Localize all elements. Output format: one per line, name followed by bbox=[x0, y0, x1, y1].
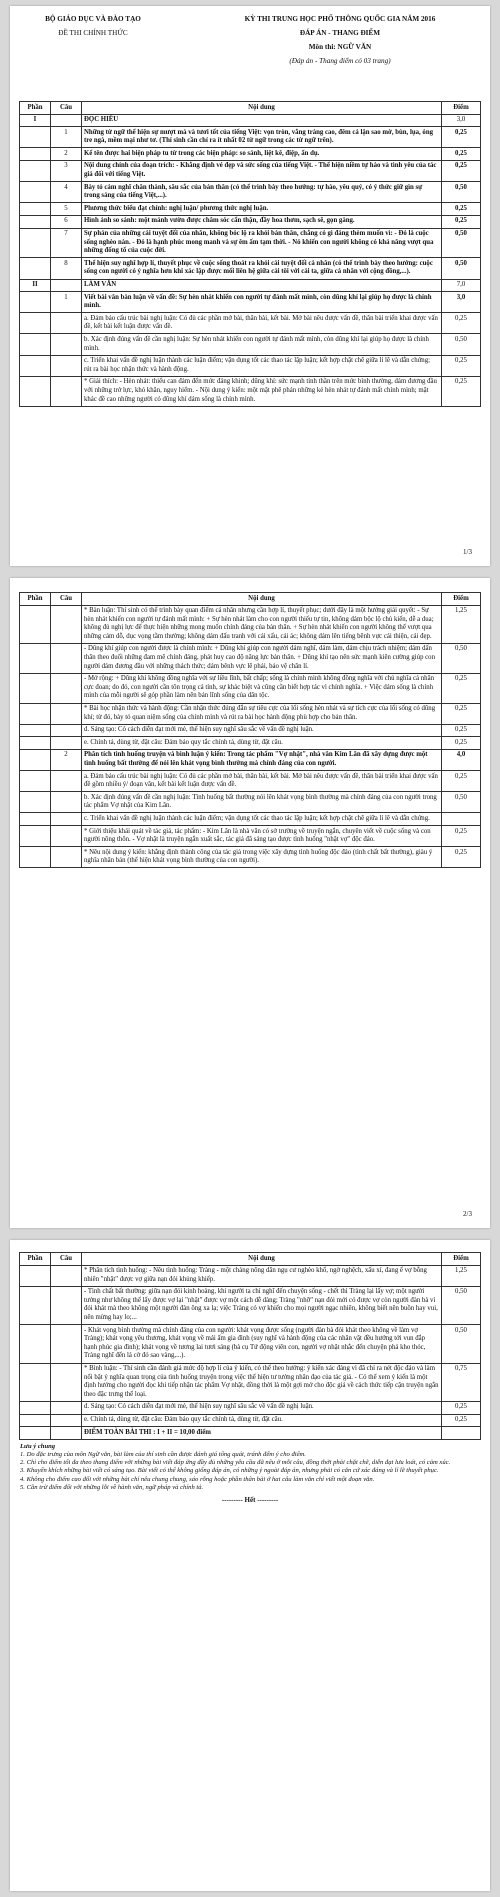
cell-score: 0,25 bbox=[442, 724, 481, 737]
cell-content: * Bình luận: - Thí sinh cần đánh giá mức độ hợp lí của ý kiến, có thể theo hướng: ý kiến xác đáng vì đã chỉ ra nét độc đáo và làm nổi bật ý nghĩa quan trọng của tình huống truyện trong việc thể hiện tư tưởng nhân đạo của tác giả. - Có thể xem ý kiến là một định hướng cho người đọc khi tiếp nhận tác phẩm Vợ nhặt, đồng thời là một gợi mở cho độc giả về cách thức tiếp cận truyện ngắn theo đặc trưng thể loại. bbox=[82, 1363, 442, 1401]
cell-score: 0,75 bbox=[442, 1363, 481, 1401]
table-row bbox=[20, 1401, 481, 1414]
cell-part bbox=[20, 355, 51, 376]
cell-score: 0,25 bbox=[442, 313, 481, 334]
cell-content: Viết bài văn bàn luận về vấn đề: Sự hèn nhát khiến con người tự đánh mất mình, còn dũng khí lại giúp họ được là chính mình. bbox=[82, 292, 442, 313]
cell-score: 0,25 bbox=[442, 355, 481, 376]
cell-part bbox=[20, 771, 51, 792]
note-item: 4. Không cho điểm cao đối với những bài chỉ nêu chung chung, sáo rỗng hoặc phần thân bài ở hai câu làm văn chỉ viết một đoạn văn. bbox=[20, 1475, 375, 1483]
table-row bbox=[20, 792, 481, 813]
cell-part bbox=[20, 148, 51, 161]
cell-question bbox=[51, 355, 82, 376]
cell-score: 0,25 bbox=[442, 847, 481, 868]
page-2 bbox=[10, 578, 490, 1228]
cell-score: 0,25 bbox=[442, 737, 481, 750]
cell-part bbox=[20, 1363, 51, 1401]
cell-content: Nội dung chính của đoạn trích: - Khẳng định vẻ đẹp và sức sống của tiếng Việt. - Thể hiện niềm tự hào và tình yêu của tác giả đối với tiếng Việt. bbox=[82, 160, 442, 181]
table-row bbox=[20, 737, 481, 750]
table-row bbox=[20, 1427, 481, 1440]
cell-part bbox=[20, 643, 51, 673]
page-1 bbox=[10, 6, 490, 566]
col-score: Điểm bbox=[442, 593, 481, 606]
cell-question: 5 bbox=[51, 203, 82, 216]
cell-question bbox=[51, 643, 82, 673]
cell-score: 1,25 bbox=[442, 605, 481, 643]
cell-score: 0,50 bbox=[442, 792, 481, 813]
answer-table bbox=[19, 592, 481, 868]
col-part: Phần bbox=[20, 593, 51, 606]
table-row bbox=[20, 182, 481, 203]
cell-part bbox=[20, 203, 51, 216]
cell-part bbox=[20, 724, 51, 737]
cell-score: 0,25 bbox=[442, 826, 481, 847]
table-row bbox=[20, 724, 481, 737]
cell-part bbox=[20, 1286, 51, 1324]
table-row bbox=[20, 279, 481, 292]
cell-score: 0,25 bbox=[442, 160, 481, 181]
cell-content: Kể tên được hai biện pháp tu từ trong các biện pháp: so sánh, liệt kê, điệp, ẩn dụ. bbox=[82, 148, 442, 161]
table-row bbox=[20, 1325, 481, 1363]
answer-table bbox=[19, 101, 481, 407]
cell-question bbox=[51, 813, 82, 826]
cell-content: Thể hiện suy nghĩ hợp lí, thuyết phục về cuộc sống thoát ra khỏi cái tuyệt đối cá nhân (có thể trình bày theo hướng: cuộc sống con người có ý nghĩa hơn khi xác lập được mối liên hệ giữa cái tôi với cái ta, giữa cá nhân với cộng đồng,...). bbox=[82, 258, 442, 279]
cell-part bbox=[20, 182, 51, 203]
cell-content: a. Đảm bảo cấu trúc bài nghị luận: Có đủ các phần mở bài, thân bài, kết bài. Mở bài nêu được vấn đề, thân bài triển khai được vấn đề gồm nhiều ý/ đoạn văn, kết bài kết luận được vấn đề. bbox=[82, 771, 442, 792]
cell-content: Bày tỏ cảm nghĩ chân thành, sâu sắc của bản thân (có thể trình bày theo hướng: tự hào, yêu quý, có ý thức giữ gìn sự trong sáng của tiếng Việt,...). bbox=[82, 182, 442, 203]
cell-score: 0,25 bbox=[442, 1414, 481, 1427]
cell-part bbox=[20, 1325, 51, 1363]
cell-content: * Bàn luận: Thí sinh có thể trình bày quan điểm cá nhân nhưng cần hợp lí, thuyết phục; dưới đây là một hướng giải quyết: - Sự hèn nhát khiến con người tự đánh mất mình: + Sự hèn nhát làm cho con người thiếu tự tin, không dám bộc lộ chủ kiến, dễ a dua; không đủ nghị lực để thực hiện những mong muốn chính đáng của bản thân. + Sự hèn nhát khiến con người không thể vượt qua những cám dỗ, dục vọng tầm thường; không dám đấu tranh với cái xấu, cái ác; không dám lên tiếng bênh vực cái thiện, cái đẹp. bbox=[82, 605, 442, 643]
table-row bbox=[20, 1265, 481, 1286]
ministry-name: BỘ GIÁO DỤC VÀ ĐÀO TẠO bbox=[45, 15, 141, 23]
cell-question: 2 bbox=[51, 148, 82, 161]
table-row bbox=[20, 771, 481, 792]
col-content: Nội dung bbox=[82, 1253, 442, 1266]
cell-part bbox=[20, 258, 51, 279]
cell-score: 0,25 bbox=[442, 376, 481, 406]
cell-score: 0,25 bbox=[442, 1401, 481, 1414]
cell-content: Phân tích tình huống truyện và bình luận ý kiến: Trong tác phẩm "Vợ nhặt", nhà văn Kim Lân đã xây dựng được một tình huống bất thường để nói lên khát vọng bình thường mà chính đáng của con người. bbox=[82, 749, 442, 770]
cell-content: LÀM VĂN bbox=[82, 279, 442, 292]
notes-title: Lưu ý chung bbox=[20, 1442, 56, 1450]
cell-question: 1 bbox=[51, 292, 82, 313]
note-item: 3. Khuyến khích những bài viết có sáng tạo. Bài viết có thể không giống đáp án, có những ý ngoài đáp án, nhưng phải có căn cứ xác đáng và lí lẽ thuyết phục. bbox=[20, 1467, 439, 1475]
cell-content: d. Sáng tạo: Có cách diễn đạt mới mẻ, thể hiện suy nghĩ sâu sắc về vấn đề nghị luận. bbox=[82, 1401, 442, 1414]
cell-content: b. Xác định đúng vấn đề cần nghị luận: Sự hèn nhát khiến con người tự đánh mất mình, còn dũng khí lại giúp họ được là chính mình. bbox=[82, 334, 442, 355]
cell-question: 6 bbox=[51, 215, 82, 228]
answer-title: ĐÁP ÁN - THANG ĐIỂM bbox=[299, 29, 381, 37]
page-3 bbox=[10, 1240, 490, 1891]
note-item: 2. Chỉ cho điểm tối đa theo thang điểm với những bài viết đáp ứng đầy đủ những yêu cầu đã nêu ở mỗi câu, đồng thời phải chặt chẽ, diễn đạt lưu loát, có cảm xúc. bbox=[20, 1459, 451, 1467]
table-row bbox=[20, 334, 481, 355]
cell-question bbox=[51, 673, 82, 703]
table-row bbox=[20, 1363, 481, 1401]
table-row bbox=[20, 355, 481, 376]
cell-question: 8 bbox=[51, 258, 82, 279]
cell-score bbox=[442, 813, 481, 826]
cell-content: * Phân tích tình huống: - Nêu tình huống: Tràng - một chàng nông dân ngụ cư nghèo khổ, ngờ nghệch, xấu xí, đang ế vợ bỗng nhiên "nhặt" được vợ giữa nạn đói khủng khiếp. bbox=[82, 1265, 442, 1286]
cell-question bbox=[51, 114, 82, 127]
table-row bbox=[20, 292, 481, 313]
table-row bbox=[20, 643, 481, 673]
table-row bbox=[20, 215, 481, 228]
cell-content: Sự phản của những cái tuyệt đối của nhân, không bóc lộ ra khỏi bản thân, chẳng có gì đáng thèm muốn vì: - Đó là cuộc sống nghèo nàn. - Đó là hạnh phúc mong manh và sự êm ấm tạm thời. - Nó khiến con người không có khả năng vượt qua những đống tố của cuộc đời. bbox=[82, 228, 442, 258]
col-question: Câu bbox=[51, 593, 82, 606]
cell-content: a. Đảm bảo cấu trúc bài nghị luận: Có đủ các phần mở bài, thân bài, kết bài. Mở bài nêu được vấn đề, thân bài triển khai được vấn đề, kết bài kết luận được vấn đề. bbox=[82, 313, 442, 334]
cell-content: b. Xác định đúng vấn đề cần nghị luận: Tình huống bất thường nói lên khát vọng bình thường mà chính đáng của con người trong tác phẩm Vợ nhặt của Kim Lân. bbox=[82, 792, 442, 813]
col-content: Nội dung bbox=[82, 593, 442, 606]
cell-question bbox=[51, 605, 82, 643]
cell-content: * Giải thích: - Hèn nhát: thiếu can đảm đến mức đáng khinh; dũng khí: sức mạnh tinh thần trên mức bình thường, dám đương đầu với những trở lực, khó khăn, nguy hiểm. - Nội dung ý kiến: một mặt phê phán những kẻ hèn nhát tự đánh mất chính mình; mặt khác đề cao những người có dũng khí dám sống là chính mình. bbox=[82, 376, 442, 406]
cell-part bbox=[20, 228, 51, 258]
cell-content: - Tình chất bất thường: giữa nạn đói kinh hoàng, khi người ta chỉ nghĩ đến chuyện sống - chết thì Tràng lại lấy vợ; một người tưởng như không thể lấy được vợ lại "nhặt" được vợ một cách dễ dàng; Tràng "nhỡ" nạn đói mới có được vợ còn người đàn bà vì đói khát mà theo không một người đàn ông xa lạ; việc Tràng có vợ khiến cho mọi người ngạc nhiên, không biết nên buồn hay vui, nên mừng hay lo;... bbox=[82, 1286, 442, 1324]
cell-question bbox=[51, 334, 82, 355]
cell-question bbox=[51, 1286, 82, 1324]
cell-question bbox=[51, 792, 82, 813]
cell-score: 0,50 bbox=[442, 258, 481, 279]
cell-score: 3,0 bbox=[442, 292, 481, 313]
cell-part bbox=[20, 737, 51, 750]
cell-content: c. Triển khai vấn đề nghị luận thành các luận điểm; vận dụng tốt các thao tác lập luận; kết hợp chặt chẽ giữa lí lẽ và dẫn chứng; rút ra bài học nhận thức và hành động. bbox=[82, 355, 442, 376]
note-item: 1. Do đặc trưng của môn Ngữ văn, bài làm của thí sinh cần được đánh giá tổng quát, tránh đếm ý cho điểm. bbox=[20, 1450, 306, 1458]
cell-part bbox=[20, 1401, 51, 1414]
cell-question bbox=[51, 1265, 82, 1286]
cell-content: e. Chính tả, dùng từ, đặt câu: Đảm bảo quy tắc chính tả, dùng từ, đặt câu. bbox=[82, 1414, 442, 1427]
cell-score: 0,50 bbox=[442, 1325, 481, 1363]
cell-question bbox=[51, 313, 82, 334]
exam-title: KỲ THI TRUNG HỌC PHỔ THÔNG QUỐC GIA NĂM 2016 bbox=[244, 15, 436, 23]
cell-score: 0,25 bbox=[442, 703, 481, 724]
cell-question bbox=[51, 847, 82, 868]
cell-score: 0,50 bbox=[442, 228, 481, 258]
cell-content: Hình ảnh so sánh: một mảnh vườn được chăm sóc cẩn thận, đầy hoa thơm, sạch sẽ, gọn gàng. bbox=[82, 215, 442, 228]
table-row bbox=[20, 148, 481, 161]
answer-table bbox=[19, 1252, 481, 1440]
cell-part bbox=[20, 605, 51, 643]
cell-question: 2 bbox=[51, 749, 82, 770]
cell-part bbox=[20, 703, 51, 724]
col-score: Điểm bbox=[442, 1253, 481, 1266]
document-header bbox=[10, 6, 490, 101]
cell-part bbox=[20, 215, 51, 228]
cell-score: 0,25 bbox=[442, 215, 481, 228]
cell-content: - Dũng khí giúp con người được là chính mình: + Dũng khí giúp con người dám nghĩ, dám làm, dám chịu trách nhiệm; dám dấn thân theo đuổi những đam mê chính đáng, phát huy cao độ năng lực bản thân. + Dũng khí tạo nên sức mạnh kiên cường giúp con người dám đương đầu với những thách thức; dám bênh vực lẽ phải, bảo vệ chân lí. bbox=[82, 643, 442, 673]
cell-question bbox=[51, 724, 82, 737]
cell-score: 3,0 bbox=[442, 114, 481, 127]
cell-content: e. Chính tả, dùng từ, đặt câu: Đảm bảo quy tắc chính tả, dùng từ, đặt câu. bbox=[82, 737, 442, 750]
cell-content: * Giới thiệu khái quát về tác giả, tác phẩm: - Kim Lân là nhà văn có sở trường về truyện ngắn, chuyên viết về cuộc sống và con người nông thôn. - Vợ nhặt là truyện ngắn xuất sắc, tác giả đã sáng tạo được tình huống "nhặt vợ" độc đáo. bbox=[82, 826, 442, 847]
cell-content: - Khát vọng bình thường mà chính đáng của con người: khát vọng được sống (người đàn bà đói khát theo không về làm vợ Tràng); khát vọng yêu thương, khát vọng về mái ấm gia đình (suy nghĩ và hành động của các nhân vật đều hướng tới vun đắp hạnh phúc gia đình); khát vọng về tương lai tươi sáng (bà cụ Tứ động viên con, người vợ nhặt nhắc đến chuyện phá kho thóc, Tràng nghĩ đến lá cờ đỏ sao vàng,...). bbox=[82, 1325, 442, 1363]
cell-content: Những từ ngữ thể hiện sự mượt mà và tươi tốt của tiếng Việt: vọn tròn, vẳng tràng cao, đêm cả lặn sao mờ, bùn, lụa, óng tre ngà, mềm mại như tơ. (Thí sinh cần chỉ ra ít nhất 02 từ ngữ trong các từ ngữ trên). bbox=[82, 127, 442, 148]
cell-score: 1,25 bbox=[442, 1265, 481, 1286]
cell-part bbox=[20, 1427, 51, 1440]
cell-part bbox=[20, 673, 51, 703]
table-row bbox=[20, 813, 481, 826]
cell-question: 4 bbox=[51, 182, 82, 203]
cell-question bbox=[51, 1427, 82, 1440]
cell-question: 1 bbox=[51, 127, 82, 148]
note-item: 5. Cần trừ điểm đối với những lỗi về hành văn, ngữ pháp và chính tả. bbox=[20, 1483, 204, 1491]
cell-score: 0,50 bbox=[442, 643, 481, 673]
cell-part: I bbox=[20, 114, 51, 127]
cell-score bbox=[442, 1427, 481, 1440]
cell-score: 4,0 bbox=[442, 749, 481, 770]
table-row bbox=[20, 1414, 481, 1427]
cell-part bbox=[20, 376, 51, 406]
cell-content: c. Triển khai vấn đề nghị luận thành các luận điểm; vận dụng tốt các thao tác lập luận; kết hợp chặt chẽ giữa lí lẽ và dẫn chứng. bbox=[82, 813, 442, 826]
col-content: Nội dung bbox=[82, 102, 442, 115]
cell-score: 0,25 bbox=[442, 771, 481, 792]
cell-content: * Nêu nội dung ý kiến: khẳng định thành công của tác giả trong việc xây dựng tình huống độc đáo (tình chất bất thường), giàu ý nghĩa nhân bản (thể hiện khát vọng bình thường của con người). bbox=[82, 847, 442, 868]
cell-content: ĐỌC HIỂU bbox=[82, 114, 442, 127]
cell-part bbox=[20, 160, 51, 181]
cell-question: 3 bbox=[51, 160, 82, 181]
cell-question bbox=[51, 1414, 82, 1427]
official-label: ĐỀ THI CHÍNH THỨC bbox=[58, 29, 128, 37]
cell-part bbox=[20, 826, 51, 847]
table-row bbox=[20, 114, 481, 127]
cell-content: Phương thức biểu đạt chính: nghị luận/ phương thức nghị luận. bbox=[82, 203, 442, 216]
cell-part bbox=[20, 292, 51, 313]
page-number: 1/3 bbox=[463, 548, 472, 556]
table-row bbox=[20, 847, 481, 868]
cell-part bbox=[20, 127, 51, 148]
cell-score: 0,50 bbox=[442, 334, 481, 355]
table-row bbox=[20, 258, 481, 279]
cell-score: 7,0 bbox=[442, 279, 481, 292]
cell-question bbox=[51, 1401, 82, 1414]
page-count-note: (Đáp án - Thang điểm có 03 trang) bbox=[289, 57, 391, 65]
table-row bbox=[20, 673, 481, 703]
general-notes bbox=[20, 1443, 480, 1492]
cell-score: 0,25 bbox=[442, 673, 481, 703]
cell-part bbox=[20, 313, 51, 334]
cell-part: II bbox=[20, 279, 51, 292]
cell-score: 0,25 bbox=[442, 203, 481, 216]
col-part: Phần bbox=[20, 1253, 51, 1266]
table-row bbox=[20, 1286, 481, 1324]
cell-question bbox=[51, 1325, 82, 1363]
table-row bbox=[20, 160, 481, 181]
page-number: 2/3 bbox=[463, 1210, 472, 1218]
table-row bbox=[20, 376, 481, 406]
cell-question bbox=[51, 376, 82, 406]
cell-score: 0,50 bbox=[442, 182, 481, 203]
cell-question bbox=[51, 703, 82, 724]
cell-question bbox=[51, 279, 82, 292]
subject-title: Môn thi: NGỮ VĂN bbox=[308, 43, 372, 51]
cell-part bbox=[20, 1265, 51, 1286]
cell-part bbox=[20, 792, 51, 813]
cell-part bbox=[20, 813, 51, 826]
cell-question bbox=[51, 771, 82, 792]
table-row bbox=[20, 313, 481, 334]
table-row bbox=[20, 127, 481, 148]
table-row bbox=[20, 228, 481, 258]
cell-score: 0,25 bbox=[442, 148, 481, 161]
cell-question: 7 bbox=[51, 228, 82, 258]
cell-content: ĐIỂM TOÀN BÀI THI : I + II = 10,00 điểm bbox=[82, 1427, 442, 1440]
cell-score: 0,25 bbox=[442, 127, 481, 148]
col-question: Câu bbox=[51, 102, 82, 115]
cell-content: - Mở rộng: + Dũng khí không đồng nghĩa với sự liều lĩnh, bất chấp; sống là chính mình không đồng nghĩa với chủ nghĩa cá nhân cực đoan; do đó, con người cần tôn trọng cá tính, sự khác biệt và cũng cần biết hợp tác vì chính nghĩa. + Việc dám sống là chính mình của mỗi người sẽ góp phần làm nên bản lĩnh sống của dân tộc. bbox=[82, 673, 442, 703]
table-row bbox=[20, 203, 481, 216]
cell-part bbox=[20, 847, 51, 868]
cell-score: 0,50 bbox=[442, 1286, 481, 1324]
end-marker: --------- Hết --------- bbox=[221, 1495, 279, 1504]
cell-part bbox=[20, 1414, 51, 1427]
cell-question bbox=[51, 737, 82, 750]
col-question: Câu bbox=[51, 1253, 82, 1266]
col-part: Phần bbox=[20, 102, 51, 115]
table-row bbox=[20, 605, 481, 643]
col-score: Điểm bbox=[442, 102, 481, 115]
cell-content: d. Sáng tạo: Có cách diễn đạt mới mẻ, thể hiện suy nghĩ sâu sắc về vấn đề nghị luận. bbox=[82, 724, 442, 737]
cell-part bbox=[20, 334, 51, 355]
table-row bbox=[20, 703, 481, 724]
cell-question bbox=[51, 826, 82, 847]
cell-part bbox=[20, 749, 51, 770]
cell-content: * Bài học nhận thức và hành động: Cần nhận thức đúng đắn sự tiêu cực của lối sống hèn nhát và sự tích cực của lối sống có dũng khí; từ đó, bày tỏ quan niệm sống của chính mình và rút ra bài học hành động phù hợp cho bản thân. bbox=[82, 703, 442, 724]
table-row bbox=[20, 826, 481, 847]
cell-question bbox=[51, 1363, 82, 1401]
table-row bbox=[20, 749, 481, 770]
